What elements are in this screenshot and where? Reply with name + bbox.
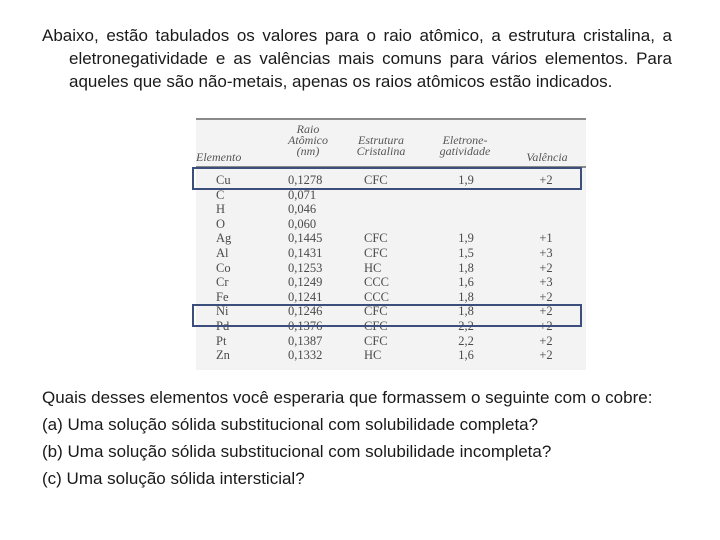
table-cell-electroneg: 1,6	[458, 348, 474, 363]
element-properties-table	[196, 118, 586, 370]
question-a: (a) Uma solução sólida substitucional com solubilidade completa?	[42, 415, 539, 434]
table-cell-element: Pt	[216, 333, 227, 348]
table-cell-structure: HC	[364, 260, 382, 275]
table-cell-element: Ni	[216, 304, 229, 319]
header-valence: Valência	[526, 150, 568, 164]
table-cell-valence: +2	[539, 173, 553, 187]
question-prompt: Quais desses elementos você esperaria que formassem o seguinte com o cobre:	[42, 388, 653, 407]
table-cell-element: Ag	[216, 231, 232, 246]
table-cell-element: Cr	[216, 275, 229, 290]
table-cell-valence: +2	[539, 260, 553, 275]
header-structure: Estrutura Cristalina	[356, 133, 406, 158]
questions-block	[42, 384, 682, 492]
header-radius: Raio Atômico (nm)	[288, 122, 328, 158]
highlight-box-cu	[192, 167, 582, 190]
question-b: (b) Uma solução sólida substitucional com solubilidade incompleta?	[42, 442, 552, 461]
highlight-box-ni	[192, 304, 582, 327]
table-cell-electroneg: 1,8	[458, 289, 474, 304]
table-cell-radius: 0,1431	[288, 246, 323, 260]
table-cell-electroneg: 1,5	[458, 246, 474, 260]
table-cell-element: Cu	[216, 173, 231, 187]
table-cell-structure: CCC	[364, 275, 390, 290]
table-cell-valence: +2	[539, 319, 553, 333]
table-cell-electroneg: 1,8	[458, 260, 474, 275]
table-cell-electroneg: 1,9	[458, 231, 474, 246]
table-cell-valence: +2	[539, 348, 553, 363]
question-c: (c) Uma solução sólida intersticial?	[42, 469, 305, 488]
table-cell-valence: +1	[539, 231, 553, 246]
table-cell-radius: 0,1387	[288, 333, 323, 348]
table-cell-radius: 0,1332	[288, 348, 323, 363]
table-cell-electroneg: 1,6	[458, 275, 474, 290]
table-cell-element: Al	[216, 246, 229, 260]
table-cell-electroneg: 2,2	[458, 319, 474, 333]
table-cell-electroneg: 1,9	[458, 173, 474, 187]
table-cell-valence: +3	[539, 246, 553, 260]
intro-text: Abaixo, estão tabulados os valores para o raio atômico, a estrutura cristalina, a eletronegatividade e as valências mais comuns para vários elementos. Para aqueles que são não-metais, apenas os raios atômicos estão indicados.	[42, 26, 672, 91]
intro-paragraph	[42, 24, 672, 93]
table-cell-radius: 0,1249	[288, 275, 323, 290]
table-cell-radius: 0,046	[288, 202, 317, 217]
header-electronegativity: Eletrone-gatividade	[439, 133, 491, 158]
table-cell-element: Fe	[216, 289, 229, 304]
table-cell-structure: CFC	[364, 173, 388, 187]
table-cell-structure: CFC	[364, 319, 388, 333]
table-cell-radius: 0,060	[288, 216, 317, 231]
table-cell-radius: 0,071	[288, 187, 317, 202]
table-cell-element: Zn	[216, 348, 230, 363]
table-cell-valence: +2	[539, 304, 553, 319]
table-cell-element: Pd	[216, 319, 230, 333]
table-cell-radius: 0,1376	[288, 319, 323, 333]
table-cell-radius: 0,1246	[288, 304, 323, 319]
table-cell-electroneg: 2,2	[458, 333, 474, 348]
table-cell-radius: 0,1445	[288, 231, 323, 246]
table-cell-element: C	[216, 187, 225, 202]
table-cell-structure: CFC	[364, 246, 388, 260]
table-cell-electroneg: 1,8	[458, 304, 474, 319]
table-cell-element: H	[216, 202, 226, 217]
table-cell-structure: CFC	[364, 304, 388, 319]
table-cell-element: O	[216, 216, 226, 231]
table-cell-radius: 0,1241	[288, 289, 323, 304]
header-element: Elemento	[196, 150, 242, 164]
table-cell-radius: 0,1278	[288, 173, 323, 187]
table-cell-element: Co	[216, 260, 231, 275]
table-cell-radius: 0,1253	[288, 260, 323, 275]
table-cell-structure: CFC	[364, 333, 388, 348]
table-cell-structure: CCC	[364, 289, 390, 304]
table-cell-structure: CFC	[364, 231, 388, 246]
table-cell-valence: +3	[539, 275, 553, 290]
table-cell-valence: +2	[539, 333, 553, 348]
table-cell-structure: HC	[364, 348, 382, 363]
table-cell-valence: +2	[539, 289, 553, 304]
table-top-rule	[196, 118, 586, 120]
